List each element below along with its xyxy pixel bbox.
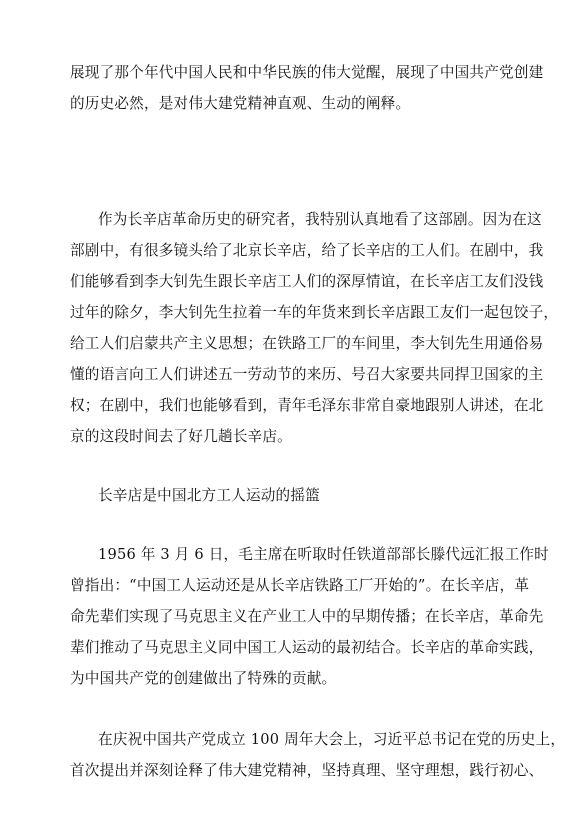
paragraph-3-line-3: 命先辈们实现了马克思主义在产业工人中的早期传播；在长辛店，革命先: [70, 608, 544, 625]
paragraph-2-line-4: 过年的除夕，李大钊先生拉着一车的年货来到长辛店跟工友们一起包饺子，: [70, 304, 559, 321]
paragraph-2-line-7: 权；在剧中，我们也能够看到，青年毛泽东非常自豪地跟别人讲述，在北: [70, 397, 544, 414]
paragraph-3-line-2: 曾指出：“中国工人运动还是从长辛店铁路工厂开始的”。在长辛店，革: [70, 577, 530, 594]
paragraph-3-line-5: 为中国共产党的创建做出了特殊的贡献。: [70, 670, 337, 687]
paragraph-2-line-1: 作为长辛店革命历史的研究者，我特别认真地看了这部剧。因为在这: [98, 211, 542, 228]
paragraph-3-line-1: 1956 年 3 月 6 日，毛主席在听取时任铁道部部长滕代远汇报工作时: [98, 546, 549, 563]
section-heading: 长辛店是中国北方工人运动的摇篮: [98, 487, 320, 504]
paragraph-2-line-3: 们能够看到李大钊先生跟长辛店工人们的深厚情谊，在长辛店工友们没钱: [70, 273, 544, 290]
paragraph-1-line-1: 展现了那个年代中国人民和中华民族的伟大觉醒，展现了中国共产党创建: [70, 64, 544, 81]
paragraph-3-line-4: 辈们推动了马克思主义同中国工人运动的最初结合。长辛店的革命实践，: [70, 639, 544, 656]
paragraph-2-line-5: 给工人们启蒙共产主义思想；在铁路工厂的车间里，李大钊先生用通俗易: [70, 335, 544, 352]
paragraph-2-line-8: 京的这段时间去了好几趟长辛店。: [70, 428, 292, 445]
paragraph-2-line-2: 部剧中，有很多镜头给了北京长辛店，给了长辛店的工人们。在剧中，我: [70, 242, 544, 259]
paragraph-4-line-2: 首次提出并深刻诠释了伟大建党精神，坚持真理、坚守理想，践行初心、: [70, 762, 544, 779]
paragraph-1-line-2: 的历史必然，是对伟大建党精神直观、生动的阐释。: [70, 95, 411, 112]
paragraph-4-line-1: 在庆祝中国共产党成立 100 周年大会上，习近平总书记在党的历史上，: [98, 731, 566, 748]
paragraph-2-line-6: 懂的语言向工人们讲述五一劳动节的来历、号召大家要共同捍卫国家的主: [70, 366, 544, 383]
